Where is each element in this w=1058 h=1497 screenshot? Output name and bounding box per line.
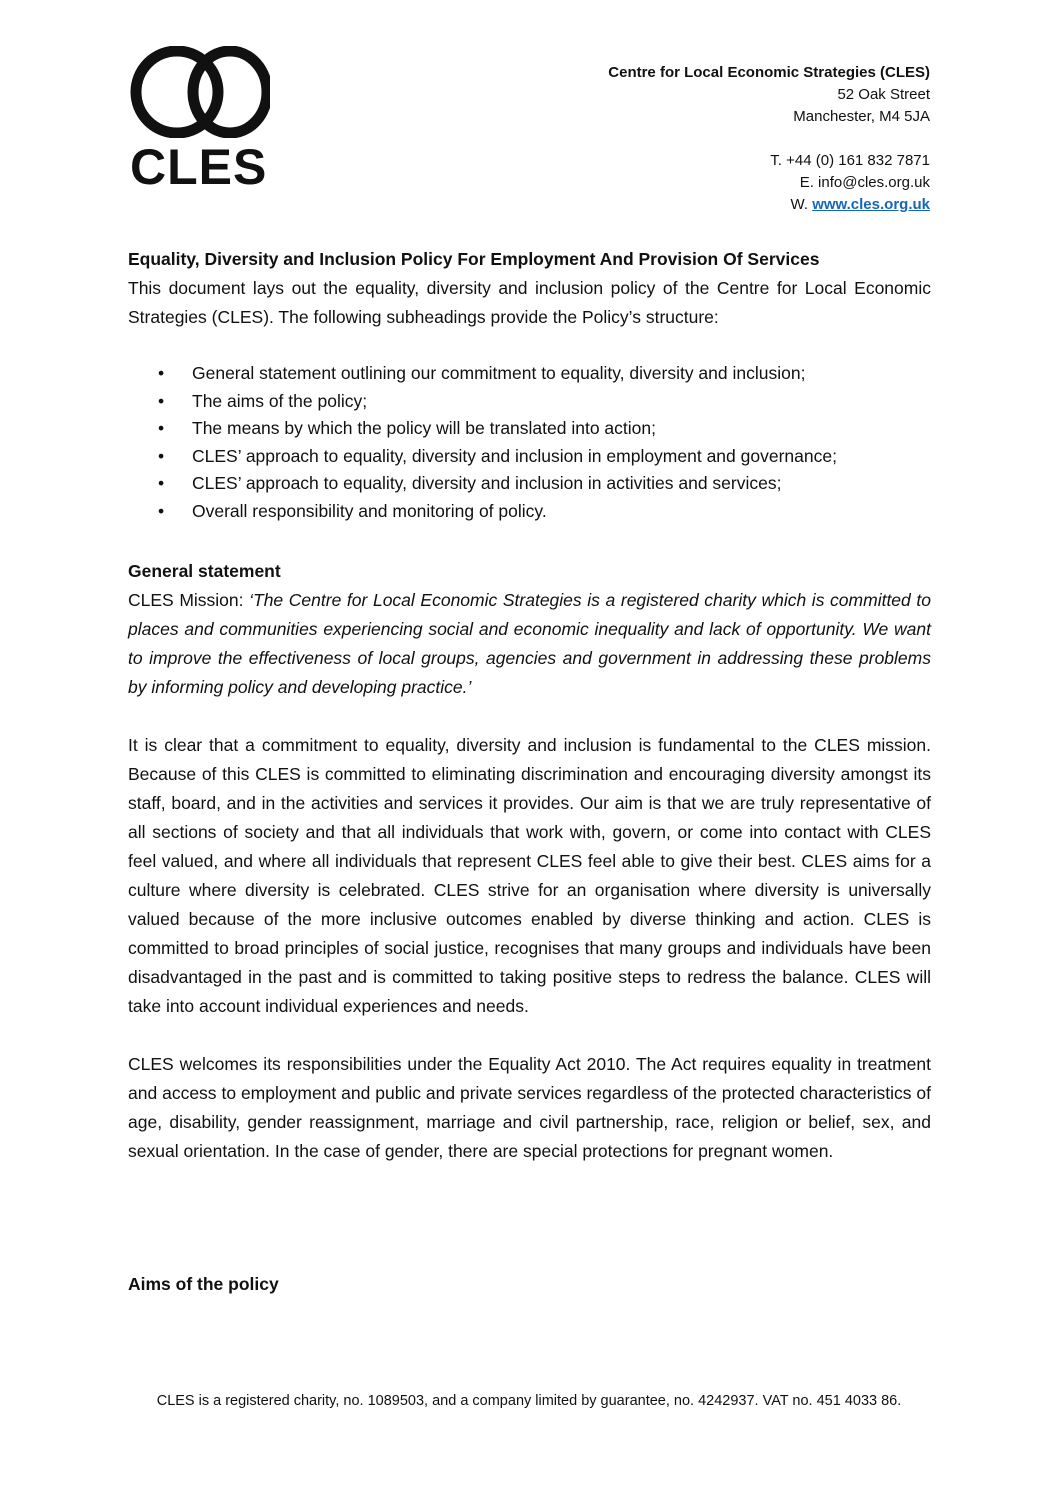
- address-city: Manchester, M4 5JA: [793, 108, 930, 125]
- list-item: • Overall responsibility and monitoring of policy.: [128, 498, 931, 526]
- policy-structure-list: [128, 360, 931, 525]
- web-prefix: W.: [790, 196, 813, 213]
- list-item: • The means by which the policy will be translated into action;: [128, 415, 931, 443]
- website-link[interactable]: www.cles.org.uk: [812, 196, 930, 213]
- list-item: • CLES’ approach to equality, diversity and inclusion in activities and services;: [128, 470, 931, 498]
- mission-label: CLES Mission:: [128, 590, 250, 610]
- list-item: • CLES’ approach to equality, diversity and inclusion in employment and governance;: [128, 443, 931, 471]
- list-item: • The aims of the policy;: [128, 388, 931, 416]
- letterhead: [130, 46, 930, 216]
- phone-line: T. +44 (0) 161 832 7871: [770, 152, 930, 169]
- list-item: • General statement outlining our commitment to equality, diversity and inclusion;: [128, 360, 931, 388]
- overlapping-circles-icon: [130, 46, 270, 138]
- document-body: [128, 245, 931, 1299]
- spacer: [608, 128, 930, 150]
- contact-block: [608, 62, 930, 216]
- mission-paragraph: [128, 586, 931, 702]
- web-line: [608, 194, 930, 216]
- general-statement-heading: General statement: [128, 561, 281, 581]
- logo-wordmark: CLES: [130, 139, 268, 195]
- address-street: 52 Oak Street: [837, 86, 930, 103]
- mission-quote: ‘The Centre for Local Economic Strategies is a registered charity which is committed to places and communities experiencing social and economic inequality and lack of opportunity. We want to improve the effectiveness of local groups, agencies and government in addressing these problems by informing policy and developing practice.’: [128, 590, 931, 697]
- aims-heading: Aims of the policy: [128, 1274, 279, 1294]
- commitment-paragraph: It is clear that a commitment to equality, diversity and inclusion is fundamental to the CLES mission. Because of this CLES is committed to eliminating discrimination and encouraging diversity amongst its staff, board, and in the activities and services it provides. Our aim is that we are truly representative of all sections of society and that all individuals that work with, govern, or come into contact with CLES feel valued, and where all individuals that represent CLES feel able to give their best. CLES aims for a culture where diversity is celebrated. CLES strive for an organisation where diversity is universally valued because of the more inclusive outcomes enabled by diverse thinking and action. CLES is committed to broad principles of social justice, recognises that many groups and individuals have been disadvantaged in the past and is committed to taking positive steps to redress the balance. CLES will take into account individual experiences and needs.: [128, 735, 931, 1016]
- cles-logo: [130, 46, 270, 195]
- org-name: Centre for Local Economic Strategies (CLES): [608, 64, 930, 81]
- document-title: Equality, Diversity and Inclusion Policy For Employment And Provision Of Services: [128, 249, 820, 269]
- page-footer: CLES is a registered charity, no. 1089503, and a company limited by guarantee, no. 4242937. VAT no. 451 4033 86.: [156, 1393, 902, 1409]
- email-line: E. info@cles.org.uk: [799, 174, 930, 191]
- intro-paragraph: This document lays out the equality, diversity and inclusion policy of the Centre for Local Economic Strategies (CLES). The following subheadings provide the Policy’s structure:: [128, 278, 931, 327]
- equality-act-paragraph: CLES welcomes its responsibilities under the Equality Act 2010. The Act requires equality in treatment and access to employment and public and private services regardless of the protected characteristics of age, disability, gender reassignment, marriage and civil partnership, race, religion or belief, sex, and sexual orientation. In the case of gender, there are special protections for pregnant women.: [128, 1054, 931, 1161]
